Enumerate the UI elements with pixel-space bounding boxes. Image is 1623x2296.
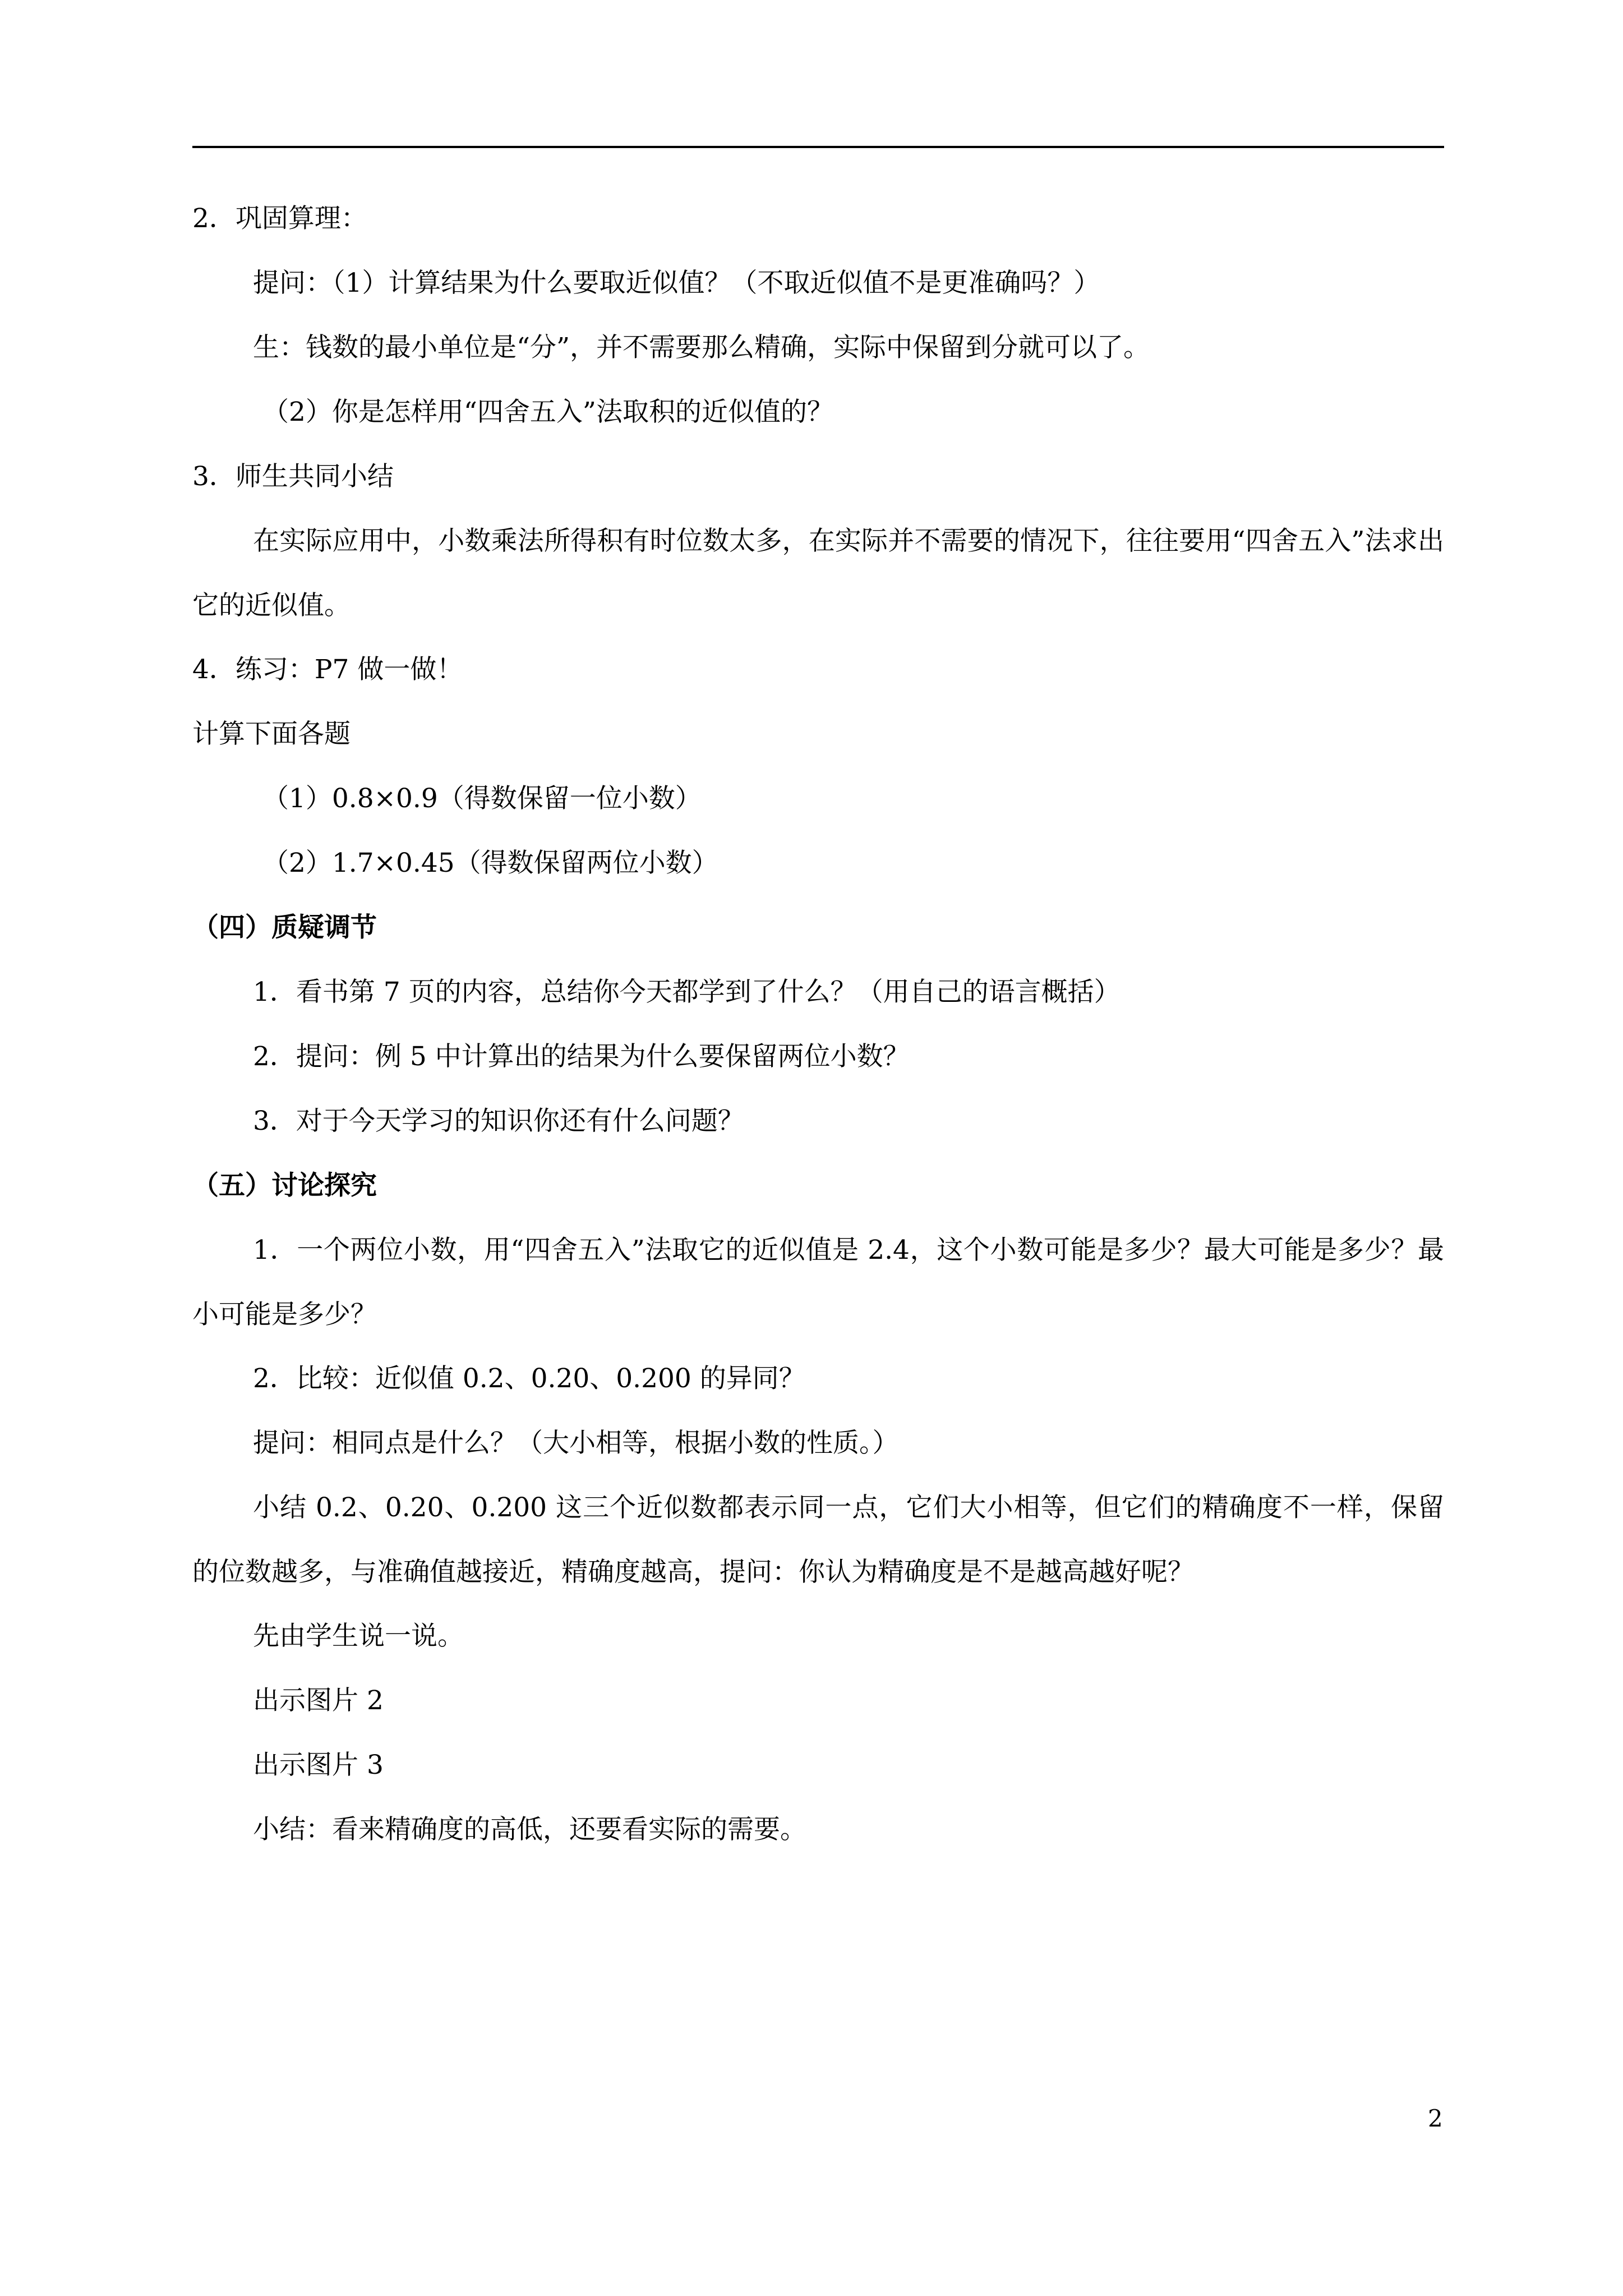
show-picture-2: 出示图片 2 [253,1685,384,1716]
students-speak: 先由学生说一说。 [253,1621,464,1651]
discussion-item-2: 2．比较：近似值 0.2、0.20、0.200 的异同？ [253,1363,805,1394]
question-rounding-method: （2）你是怎样用“四舍五入”法取积的近似值的？ [262,397,833,427]
practice-problem-2: （2）1.7×0.45（得数保留两位小数） [262,848,718,878]
show-picture-3: 出示图片 3 [253,1750,384,1780]
question-why-approximate: 提问：（1）计算结果为什么要取近似值？（不取近似值不是更准确吗？） [253,268,1100,298]
summary-paragraph: 在实际应用中，小数乘法所得积有时位数太多，在实际并不需要的情况下，往往要用“四舍五入”法求出它的近似值。 [192,526,1444,621]
section-heading-discussion: （五）讨论探究 [192,1170,377,1201]
questioning-item-1: 1．看书第 7 页的内容，总结你今天都学到了什么？（用自己的语言概括） [253,977,1121,1007]
discussion-question: 提问：相同点是什么？（大小相等，根据小数的性质。） [253,1428,899,1458]
item-consolidate-arithmetic: 2．巩固算理： [192,203,367,234]
practice-instruction: 计算下面各题 [192,719,351,749]
item-summary: 3．师生共同小结 [192,461,394,492]
section-heading-questioning: （四）质疑调节 [192,912,377,943]
questioning-item-2: 2．提问：例 5 中计算出的结果为什么要保留两位小数？ [253,1041,910,1072]
final-summary: 小结：看来精确度的高低，还要看实际的需要。 [253,1814,806,1845]
discussion-item-1: 1．一个两位小数，用“四舍五入”法取它的近似值是 2.4，这个小数可能是多少？最大可能是多少？最小可能是多少？ [192,1235,1444,1330]
questioning-item-3: 3．对于今天学习的知识你还有什么问题？ [253,1106,744,1137]
student-answer: 生：钱数的最小单位是“分”，并不需要那么精确，实际中保留到分就可以了。 [253,332,1150,363]
discussion-summary: 小结 0.2、0.20、0.200 这三个近似数都表示同一点，它们大小相等，但它们的精确度不一样，保留的位数越多，与准确值越接近，精确度越高，提问：你认为精确度是不是越高越好呢？ [192,1492,1444,1588]
practice-problem-1: （1）0.8×0.9（得数保留一位小数） [262,783,702,814]
header-rule [192,146,1444,148]
page-number: 2 [1428,2105,1443,2132]
document-body [192,202,1444,1878]
item-practice: 4．练习：P7 做一做！ [192,654,463,685]
